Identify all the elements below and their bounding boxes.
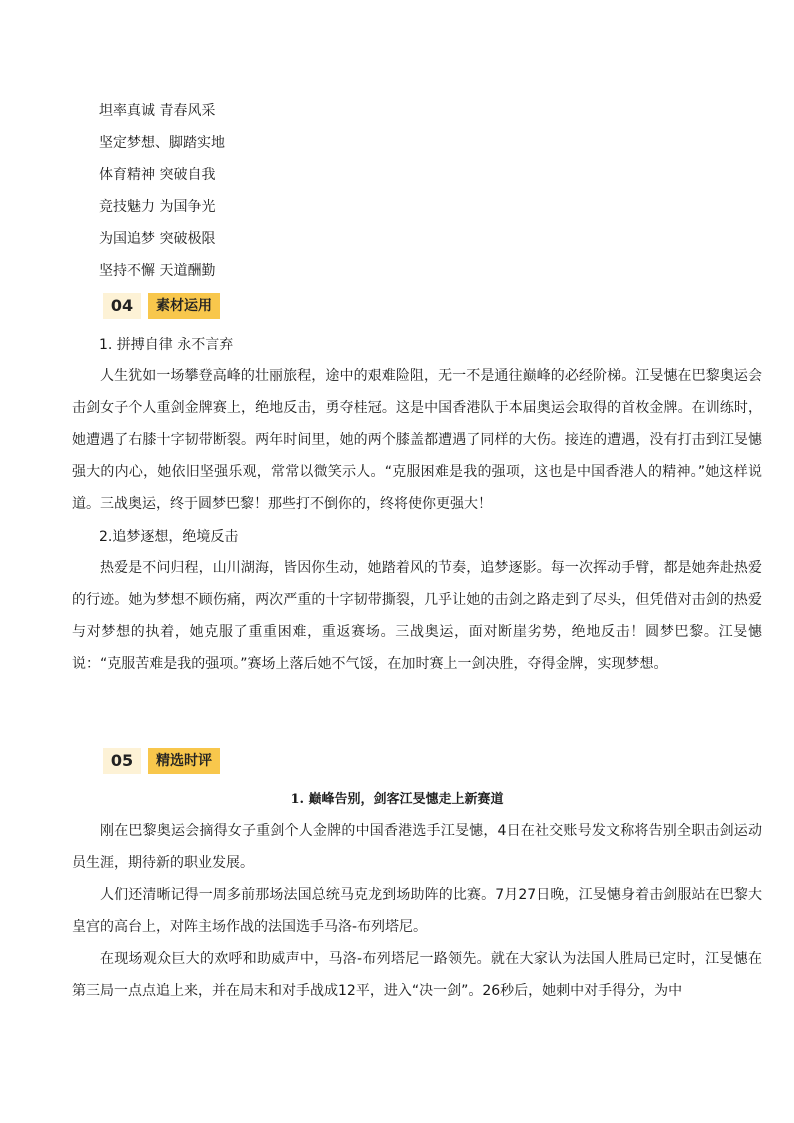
material-heading-1: 1. 拼搏自律 永不言弃 (99, 337, 234, 353)
slogan-line: 坚定梦想、脚踏实地 (99, 135, 225, 151)
section-number: 05 (103, 748, 141, 774)
slogan-line: 竞技魅力 为国争光 (99, 199, 216, 215)
slogan-line: 坦率真诚 青春风采 (99, 103, 216, 119)
commentary-paragraph: 刚在巴黎奥运会摘得女子重剑个人金牌的中国香港选手江旻憓，4日在社交账号发文称将告别全职击剑运动员生涯，期待新的职业发展。 (72, 823, 762, 871)
slogan-line: 体育精神 突破自我 (99, 167, 216, 183)
section-title: 精选时评 (148, 748, 220, 774)
section-number: 04 (103, 293, 141, 319)
section-05-header (103, 748, 220, 774)
slogan-line: 为国追梦 突破极限 (99, 231, 216, 247)
section-title: 素材运用 (148, 293, 220, 319)
material-paragraph-1: 人生犹如一场攀登高峰的壮丽旅程，途中的艰难险阻，无一不是通往巅峰的必经阶梯。江旻憓在巴黎奥运会击剑女子个人重剑金牌赛上，绝地反击，勇夺桂冠。这是中国香港队于本届奥运会取得的首枚金牌。在训练时，她遭遇了右膝十字韧带断裂。两年时间里，她的两个膝盖都遭遇了同样的大伤。接连的遭遇，没有打击到江旻憓强大的内心，她依旧坚强乐观，常常以微笑示人。“克服困难是我的强项，这也是中国香港人的精神。”她这样说道。三战奥运，终于圆梦巴黎！那些打不倒你的，终将使你更强大！ (72, 368, 762, 512)
section-04-header (103, 293, 220, 319)
article-title: 1. 巅峰告别，剑客江旻憓走上新赛道 (290, 792, 504, 807)
slogan-line: 坚持不懈 天道酬勤 (99, 263, 216, 279)
material-paragraph-2: 热爱是不问归程，山川湖海，皆因你生动，她踏着风的节奏，追梦逐影。每一次挥动手臂，都是她奔赴热爱的行迹。她为梦想不顾伤痛，两次严重的十字韧带撕裂，几乎让她的击剑之路走到了尽头，但凭借对击剑的热爱与对梦想的执着，她克服了重重困难，重返赛场。三战奥运，面对断崖劣势，绝地反击！圆梦巴黎。江旻憓说：“克服苦难是我的强项。”赛场上落后她不气馁，在加时赛上一剑决胜，夺得金牌，实现梦想。 (72, 560, 762, 672)
commentary-paragraph: 在现场观众巨大的欢呼和助威声中，马洛-布列塔尼一路领先。就在大家认为法国人胜局已定时，江旻憓在第三局一点点追上来，并在局末和对手战成12平，进入“决一剑”。26秒后，她刺中对手得分，为中 (72, 951, 762, 999)
commentary-paragraph: 人们还清晰记得一周多前那场法国总统马克龙到场助阵的比赛。7月27日晚，江旻憓身着击剑服站在巴黎大皇宫的高台上，对阵主场作战的法国选手马洛-布列塔尼。 (72, 887, 762, 935)
material-heading-2: 2.追梦逐想，绝境反击 (99, 529, 239, 545)
